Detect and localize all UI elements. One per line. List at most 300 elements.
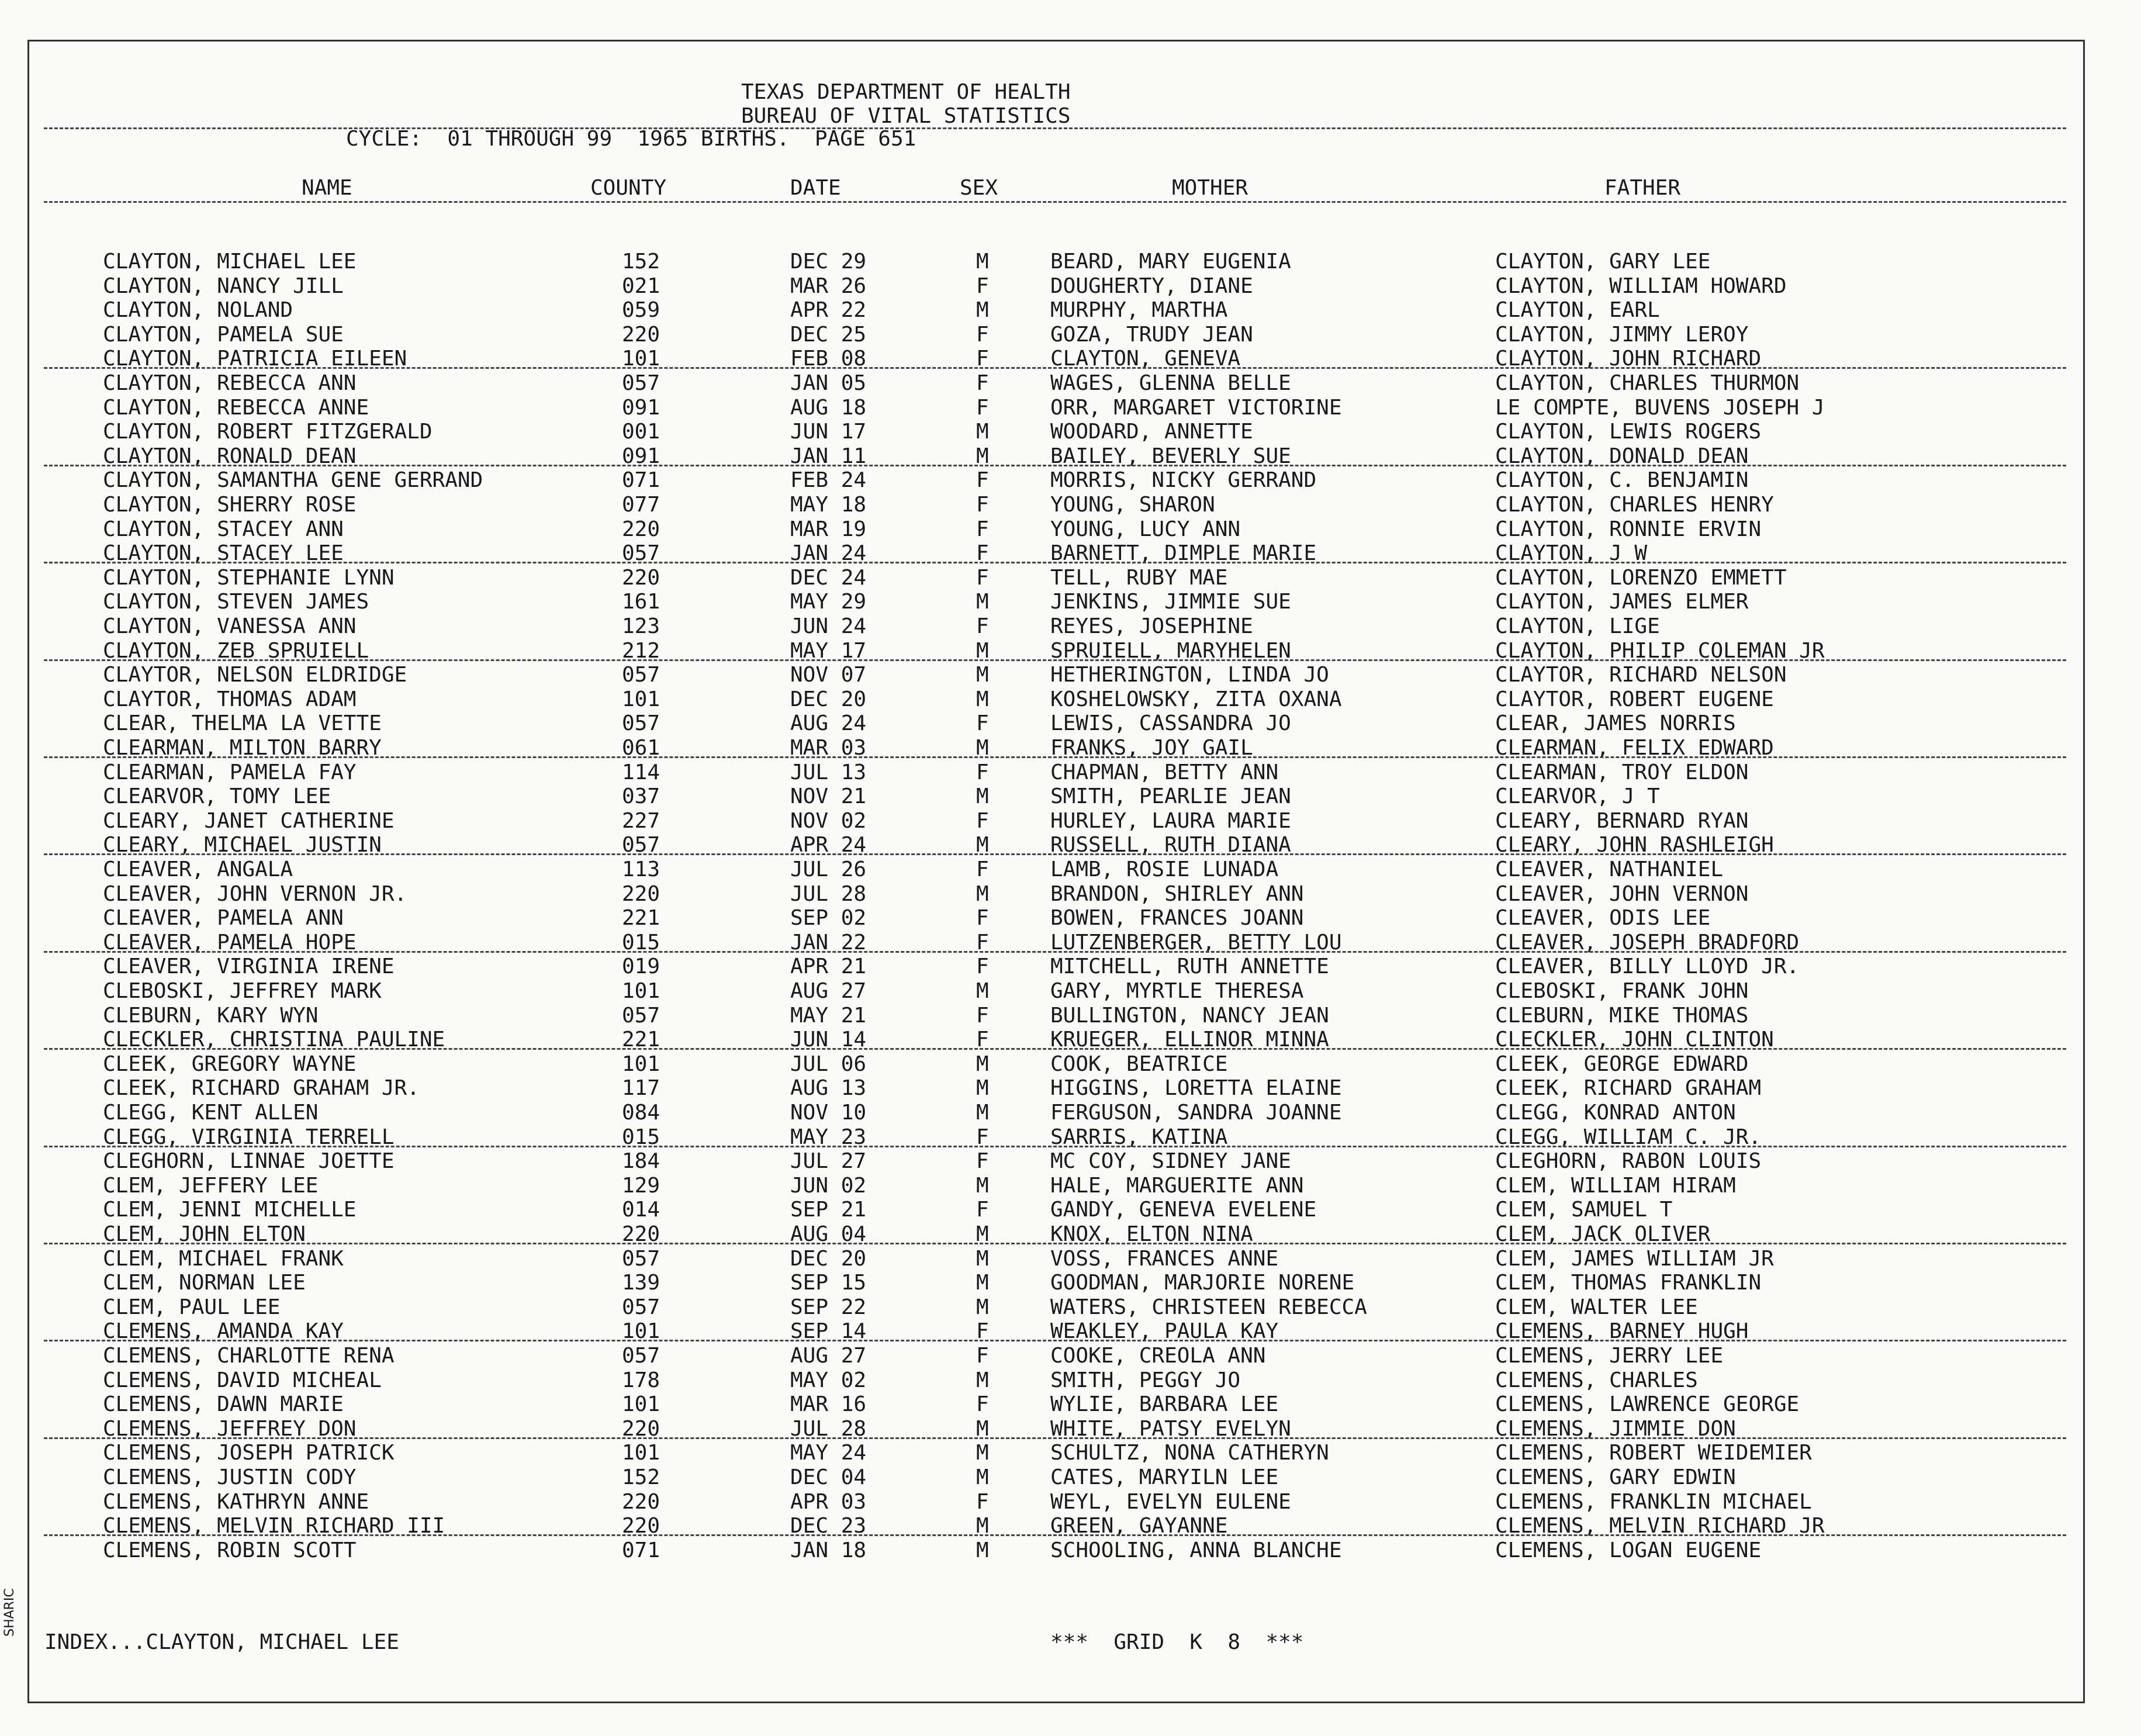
record-name: CLEMENS, JOSEPH PATRICK	[103, 1441, 395, 1465]
record-father: CLEEK, GEORGE EDWARD	[1495, 1052, 1749, 1076]
record-date: SEP 21	[790, 1198, 867, 1222]
record-date: DEC 20	[790, 687, 867, 711]
record-name: CLEAVER, PAMELA HOPE	[103, 930, 357, 955]
table-row	[0, 761, 2104, 784]
record-name: CLEARY, JANET CATHERINE	[103, 808, 395, 833]
record-name: CLAYTON, STACEY ANN	[103, 517, 344, 541]
record-date: JUL 28	[790, 881, 867, 906]
record-mother: WAGES, GLENNA BELLE	[1050, 371, 1291, 395]
record-date: JUL 26	[790, 857, 867, 881]
record-father: CLEAVER, JOHN VERNON	[1495, 881, 1749, 906]
record-sex: F	[976, 930, 989, 955]
record-mother: SARRIS, KATINA	[1050, 1125, 1228, 1149]
record-father: CLEMENS, MELVIN RICHARD JR	[1495, 1514, 1825, 1538]
record-sex: F	[976, 857, 989, 881]
record-sex: M	[976, 1101, 989, 1125]
table-row	[0, 1344, 2104, 1368]
record-sex: F	[976, 808, 989, 833]
record-mother: CHAPMAN, BETTY ANN	[1050, 760, 1279, 784]
record-date: JUN 14	[790, 1028, 867, 1052]
record-father: CLEBOSKI, FRANK JOHN	[1495, 979, 1749, 1003]
record-county: 071	[622, 1538, 660, 1562]
record-county: 220	[622, 565, 660, 590]
record-name: CLAYTOR, NELSON ELDRIDGE	[103, 663, 407, 687]
table-row	[0, 615, 2104, 638]
row-divider	[44, 659, 2066, 661]
table-row	[0, 858, 2104, 881]
table-row	[0, 1393, 2104, 1416]
record-father: CLEAVER, JOSEPH BRADFORD	[1495, 930, 1800, 955]
record-name: CLAYTON, SHERRY ROSE	[103, 493, 357, 517]
record-name: CLAYTON, RONALD DEAN	[103, 444, 357, 468]
record-name: CLEM, JENNI MICHELLE	[103, 1198, 357, 1222]
record-father: CLAYTON, JOHN RICHARD	[1495, 347, 1762, 371]
record-date: SEP 14	[790, 1319, 867, 1344]
table-row	[0, 712, 2104, 735]
record-county: 220	[622, 517, 660, 541]
table-row	[0, 883, 2104, 906]
record-mother: LAMB, ROSIE LUNADA	[1050, 857, 1279, 881]
row-divider	[44, 1146, 2066, 1147]
record-county: 161	[622, 590, 660, 614]
record-date: JUL 28	[790, 1416, 867, 1441]
record-name: CLEMENS, MELVIN RICHARD III	[103, 1514, 445, 1538]
record-mother: CATES, MARYILN LEE	[1050, 1465, 1279, 1489]
record-name: CLEGG, VIRGINIA TERRELL	[103, 1125, 395, 1149]
record-father: CLEMENS, JERRY LEE	[1495, 1344, 1724, 1368]
record-date: DEC 24	[790, 565, 867, 590]
record-father: CLAYTON, JAMES ELMER	[1495, 590, 1749, 614]
record-sex: M	[976, 1514, 989, 1538]
record-name: CLEEK, RICHARD GRAHAM JR.	[103, 1076, 420, 1101]
record-name: CLAYTON, NANCY JILL	[103, 274, 344, 298]
record-sex: F	[976, 1489, 989, 1514]
record-mother: KOSHELOWSKY, ZITA OXANA	[1050, 687, 1342, 711]
table-row	[0, 1150, 2104, 1173]
row-divider	[44, 1048, 2066, 1050]
record-date: MAR 26	[790, 274, 867, 298]
table-row	[0, 688, 2104, 711]
record-father: CLEMENS, JIMMIE DON	[1495, 1416, 1736, 1441]
record-county: 221	[622, 906, 660, 931]
record-sex: M	[976, 881, 989, 906]
record-county: 178	[622, 1368, 660, 1392]
record-sex: F	[976, 760, 989, 784]
record-sex: F	[976, 1198, 989, 1222]
record-county: 057	[622, 833, 660, 857]
table-row	[0, 1053, 2104, 1076]
record-father: CLECKLER, JOHN CLINTON	[1495, 1028, 1774, 1052]
record-sex: M	[976, 1052, 989, 1076]
record-father: CLEM, SAMUEL T	[1495, 1198, 1673, 1222]
header-divider	[44, 201, 2066, 203]
table-row	[0, 1198, 2104, 1222]
record-father: CLAYTON, LEWIS ROGERS	[1495, 420, 1762, 444]
record-father: CLEM, WALTER LEE	[1495, 1295, 1698, 1319]
record-sex: F	[976, 517, 989, 541]
footer-index: INDEX...CLAYTON, MICHAEL LEE	[44, 1630, 399, 1654]
record-name: CLAYTON, SAMANTHA GENE GERRAND	[103, 468, 483, 493]
record-county: 152	[622, 250, 660, 274]
record-father: CLAYTON, LORENZO EMMETT	[1495, 565, 1787, 590]
record-sex: F	[976, 395, 989, 420]
footer-grid: *** GRID K 8 ***	[1050, 1630, 1304, 1654]
record-date: JAN 05	[790, 371, 867, 395]
column-header-father: FATHER	[1604, 176, 1681, 200]
record-sex: F	[976, 614, 989, 638]
record-county: 220	[622, 1222, 660, 1246]
record-father: CLEM, JACK OLIVER	[1495, 1222, 1711, 1246]
record-name: CLEM, JEFFERY LEE	[103, 1173, 319, 1198]
record-mother: YOUNG, SHARON	[1050, 493, 1215, 517]
record-county: 077	[622, 493, 660, 517]
record-county: 019	[622, 955, 660, 979]
record-county: 037	[622, 784, 660, 809]
record-name: CLEARMAN, MILTON BARRY	[103, 736, 382, 760]
record-mother: BULLINGTON, NANCY JEAN	[1050, 1003, 1329, 1028]
record-county: 001	[622, 420, 660, 444]
table-row	[0, 1539, 2104, 1562]
record-county: 123	[622, 614, 660, 638]
record-county: 015	[622, 930, 660, 955]
title-line-1: TEXAS DEPARTMENT OF HEALTH	[741, 80, 1071, 104]
record-mother: MORRIS, NICKY GERRAND	[1050, 468, 1317, 493]
record-father: CLEM, THOMAS FRANKLIN	[1495, 1271, 1762, 1295]
record-sex: F	[976, 347, 989, 371]
record-father: CLAYTON, J W	[1495, 541, 1648, 566]
record-name: CLEBOSKI, JEFFREY MARK	[103, 979, 382, 1003]
record-sex: M	[976, 833, 989, 857]
record-father: CLEEK, RICHARD GRAHAM	[1495, 1076, 1762, 1101]
record-county: 101	[622, 1319, 660, 1344]
record-mother: JENKINS, JIMMIE SUE	[1050, 590, 1291, 614]
table-row	[0, 275, 2104, 298]
record-date: JUN 02	[790, 1173, 867, 1198]
table-row	[0, 1491, 2104, 1514]
row-divider	[44, 1437, 2066, 1439]
table-row	[0, 980, 2104, 1003]
column-header-date: DATE	[790, 176, 841, 200]
record-mother: HETHERINGTON, LINDA JO	[1050, 663, 1329, 687]
record-date: MAY 02	[790, 1368, 867, 1392]
record-mother: GARY, MYRTLE THERESA	[1050, 979, 1304, 1003]
record-sex: F	[976, 322, 989, 347]
record-sex: M	[976, 1173, 989, 1198]
record-county: 057	[622, 371, 660, 395]
table-row	[0, 518, 2104, 541]
record-date: SEP 22	[790, 1295, 867, 1319]
record-father: CLAYTON, LIGE	[1495, 614, 1660, 638]
record-name: CLAYTON, STACEY LEE	[103, 541, 344, 566]
record-mother: HURLEY, LAURA MARIE	[1050, 808, 1291, 833]
record-county: 057	[622, 1295, 660, 1319]
record-date: SEP 15	[790, 1271, 867, 1295]
record-date: JUL 06	[790, 1052, 867, 1076]
record-mother: SMITH, PEGGY JO	[1050, 1368, 1241, 1392]
table-row	[0, 1077, 2104, 1100]
record-name: CLEARY, MICHAEL JUSTIN	[103, 833, 382, 857]
record-name: CLEGHORN, LINNAE JOETTE	[103, 1149, 395, 1174]
record-mother: FERGUSON, SANDRA JOANNE	[1050, 1101, 1342, 1125]
record-father: CLAYTON, PHILIP COLEMAN JR	[1495, 638, 1825, 663]
record-father: CLEGG, KONRAD ANTON	[1495, 1101, 1736, 1125]
table-row	[0, 590, 2104, 614]
record-sex: M	[976, 1416, 989, 1441]
record-county: 129	[622, 1173, 660, 1198]
record-mother: HIGGINS, LORETTA ELAINE	[1050, 1076, 1342, 1101]
record-date: MAR 03	[790, 736, 867, 760]
record-sex: F	[976, 493, 989, 517]
record-mother: SPRUIELL, MARYHELEN	[1050, 638, 1291, 663]
table-row	[0, 1174, 2104, 1198]
table-row	[0, 907, 2104, 930]
record-father: CLEARY, BERNARD RYAN	[1495, 808, 1749, 833]
record-sex: M	[976, 444, 989, 468]
record-father: CLEMENS, BARNEY HUGH	[1495, 1319, 1749, 1344]
record-sex: F	[976, 906, 989, 931]
table-row	[0, 396, 2104, 420]
record-date: JUL 13	[790, 760, 867, 784]
row-divider	[44, 1534, 2066, 1536]
record-name: CLEARMAN, PAMELA FAY	[103, 760, 357, 784]
record-name: CLEEK, GREGORY WAYNE	[103, 1052, 357, 1076]
table-row	[0, 1441, 2104, 1465]
record-father: CLEMENS, GARY EDWIN	[1495, 1465, 1736, 1489]
record-sex: M	[976, 687, 989, 711]
record-father: CLEMENS, ROBERT WEIDEMIER	[1495, 1441, 1812, 1465]
record-mother: YOUNG, LUCY ANN	[1050, 517, 1241, 541]
record-county: 113	[622, 857, 660, 881]
record-mother: CLAYTON, GENEVA	[1050, 347, 1241, 371]
record-mother: BAILEY, BEVERLY SUE	[1050, 444, 1291, 468]
row-divider	[44, 562, 2066, 563]
record-name: CLEMENS, DAWN MARIE	[103, 1392, 344, 1417]
record-father: CLAYTON, C. BENJAMIN	[1495, 468, 1749, 493]
record-name: CLEMENS, KATHRYN ANNE	[103, 1489, 369, 1514]
record-date: DEC 25	[790, 322, 867, 347]
record-mother: SCHULTZ, NONA CATHERYN	[1050, 1441, 1329, 1465]
record-date: JAN 11	[790, 444, 867, 468]
record-sex: F	[976, 541, 989, 566]
record-father: CLEMENS, FRANKLIN MICHAEL	[1495, 1489, 1812, 1514]
record-date: NOV 21	[790, 784, 867, 809]
record-name: CLAYTON, STEPHANIE LYNN	[103, 565, 395, 590]
record-mother: WHITE, PATSY EVELYN	[1050, 1416, 1291, 1441]
record-name: CLEM, PAUL LEE	[103, 1295, 281, 1319]
cycle-line: CYCLE: 01 THROUGH 99 1965 BIRTHS. PAGE 651	[346, 127, 916, 151]
record-name: CLAYTON, ROBERT FITZGERALD	[103, 420, 433, 444]
record-county: 184	[622, 1149, 660, 1174]
record-name: CLEARVOR, TOMY LEE	[103, 784, 331, 809]
row-divider	[44, 951, 2066, 953]
record-mother: MURPHY, MARTHA	[1050, 298, 1228, 323]
record-mother: BOWEN, FRANCES JOANN	[1050, 906, 1304, 931]
record-name: CLAYTON, PAMELA SUE	[103, 322, 344, 347]
record-county: 117	[622, 1076, 660, 1101]
record-mother: BRANDON, SHIRLEY ANN	[1050, 881, 1304, 906]
record-date: NOV 07	[790, 663, 867, 687]
table-row	[0, 1247, 2104, 1271]
record-county: 220	[622, 322, 660, 347]
record-father: CLAYTOR, RICHARD NELSON	[1495, 663, 1787, 687]
record-mother: VOSS, FRANCES ANNE	[1050, 1246, 1279, 1271]
record-mother: GANDY, GENEVA EVELENE	[1050, 1198, 1317, 1222]
record-sex: M	[976, 1441, 989, 1465]
table-row	[0, 1101, 2104, 1125]
record-mother: HALE, MARGUERITE ANN	[1050, 1173, 1304, 1198]
record-mother: WYLIE, BARBARA LEE	[1050, 1392, 1279, 1417]
record-date: MAY 29	[790, 590, 867, 614]
record-father: CLAYTON, CHARLES THURMON	[1495, 371, 1800, 395]
record-mother: WATERS, CHRISTEEN REBECCA	[1050, 1295, 1367, 1319]
record-county: 061	[622, 736, 660, 760]
record-county: 014	[622, 1198, 660, 1222]
record-county: 057	[622, 1003, 660, 1028]
record-date: FEB 24	[790, 468, 867, 493]
record-county: 101	[622, 1392, 660, 1417]
record-mother: MITCHELL, RUTH ANNETTE	[1050, 955, 1329, 979]
record-name: CLEGG, KENT ALLEN	[103, 1101, 319, 1125]
record-sex: M	[976, 979, 989, 1003]
table-row	[0, 1296, 2104, 1319]
table-row	[0, 493, 2104, 517]
record-date: MAY 17	[790, 638, 867, 663]
record-date: MAY 23	[790, 1125, 867, 1149]
record-county: 015	[622, 1125, 660, 1149]
record-mother: GREEN, GAYANNE	[1050, 1514, 1228, 1538]
record-sex: F	[976, 468, 989, 493]
record-mother: WEAKLEY, PAULA KAY	[1050, 1319, 1279, 1344]
record-date: JAN 18	[790, 1538, 867, 1562]
record-name: CLEAVER, JOHN VERNON JR.	[103, 881, 407, 906]
record-date: AUG 13	[790, 1076, 867, 1101]
record-name: CLEMENS, JEFFREY DON	[103, 1416, 357, 1441]
table-row	[0, 420, 2104, 444]
record-date: MAR 19	[790, 517, 867, 541]
record-mother: SMITH, PEARLIE JEAN	[1050, 784, 1291, 809]
record-sex: M	[976, 250, 989, 274]
record-sex: M	[976, 1246, 989, 1271]
record-father: CLAYTON, CHARLES HENRY	[1495, 493, 1774, 517]
table-row	[0, 955, 2104, 978]
record-county: 101	[622, 1052, 660, 1076]
record-sex: M	[976, 1222, 989, 1246]
record-county: 057	[622, 711, 660, 736]
record-date: FEB 08	[790, 347, 867, 371]
record-name: CLEAVER, VIRGINIA IRENE	[103, 955, 395, 979]
record-father: CLEMENS, CHARLES	[1495, 1368, 1698, 1392]
record-date: JUN 24	[790, 614, 867, 638]
record-date: APR 24	[790, 833, 867, 857]
table-row	[0, 1004, 2104, 1028]
table-row	[0, 785, 2104, 808]
record-name: CLAYTOR, THOMAS ADAM	[103, 687, 357, 711]
record-county: 059	[622, 298, 660, 323]
record-father: CLAYTON, WILLIAM HOWARD	[1495, 274, 1787, 298]
table-row	[0, 1271, 2104, 1295]
record-date: DEC 29	[790, 250, 867, 274]
record-name: CLAYTON, MICHAEL LEE	[103, 250, 357, 274]
record-date: NOV 10	[790, 1101, 867, 1125]
record-mother: RUSSELL, RUTH DIANA	[1050, 833, 1291, 857]
record-name: CLAYTON, REBECCA ANNE	[103, 395, 369, 420]
record-date: APR 03	[790, 1489, 867, 1514]
record-date: AUG 04	[790, 1222, 867, 1246]
record-father: CLEAVER, BILLY LLOYD JR.	[1495, 955, 1800, 979]
record-date: MAR 16	[790, 1392, 867, 1417]
table-row	[0, 372, 2104, 395]
record-mother: GOZA, TRUDY JEAN	[1050, 322, 1253, 347]
record-county: 057	[622, 1344, 660, 1368]
record-name: CLEMENS, CHARLOTTE RENA	[103, 1344, 395, 1368]
record-mother: MC COY, SIDNEY JANE	[1050, 1149, 1291, 1174]
record-date: DEC 04	[790, 1465, 867, 1489]
record-sex: M	[976, 638, 989, 663]
record-date: DEC 20	[790, 1246, 867, 1271]
table-row	[0, 299, 2104, 322]
record-county: 091	[622, 444, 660, 468]
record-name: CLECKLER, CHRISTINA PAULINE	[103, 1028, 445, 1052]
record-date: APR 21	[790, 955, 867, 979]
record-county: 220	[622, 1416, 660, 1441]
row-divider	[44, 756, 2066, 758]
record-county: 212	[622, 638, 660, 663]
record-sex: F	[976, 565, 989, 590]
record-father: CLEMENS, LAWRENCE GEORGE	[1495, 1392, 1800, 1417]
side-label: SHARIC	[2, 1588, 17, 1637]
record-county: 227	[622, 808, 660, 833]
record-sex: F	[976, 1344, 989, 1368]
record-date: MAY 21	[790, 1003, 867, 1028]
record-date: JUN 17	[790, 420, 867, 444]
column-header-county: COUNTY	[590, 176, 667, 200]
record-mother: WEYL, EVELYN EULENE	[1050, 1489, 1291, 1514]
record-name: CLEMENS, DAVID MICHEAL	[103, 1368, 382, 1392]
record-sex: F	[976, 371, 989, 395]
record-father: CLEAVER, NATHANIEL	[1495, 857, 1724, 881]
record-county: 091	[622, 395, 660, 420]
record-sex: M	[976, 590, 989, 614]
record-father: CLEGHORN, RABON LOUIS	[1495, 1149, 1762, 1174]
record-date: AUG 27	[790, 1344, 867, 1368]
record-sex: F	[976, 1392, 989, 1417]
record-father: CLEAR, JAMES NORRIS	[1495, 711, 1736, 736]
record-date: MAY 18	[790, 493, 867, 517]
record-father: CLAYTON, JIMMY LEROY	[1495, 322, 1749, 347]
table-row	[0, 566, 2104, 590]
record-father: CLAYTON, EARL	[1495, 298, 1660, 323]
record-name: CLEM, NORMAN LEE	[103, 1271, 306, 1295]
record-sex: M	[976, 1465, 989, 1489]
record-sex: M	[976, 298, 989, 323]
record-county: 139	[622, 1271, 660, 1295]
record-mother: SCHOOLING, ANNA BLANCHE	[1050, 1538, 1342, 1562]
record-name: CLEAVER, ANGALA	[103, 857, 293, 881]
record-county: 114	[622, 760, 660, 784]
record-mother: COOKE, CREOLA ANN	[1050, 1344, 1266, 1368]
record-sex: F	[976, 274, 989, 298]
record-father: CLEM, WILLIAM HIRAM	[1495, 1173, 1736, 1198]
record-name: CLEBURN, KARY WYN	[103, 1003, 319, 1028]
record-mother: LEWIS, CASSANDRA JO	[1050, 711, 1291, 736]
column-header-mother: MOTHER	[1172, 176, 1248, 200]
record-mother: ORR, MARGARET VICTORINE	[1050, 395, 1342, 420]
record-county: 057	[622, 663, 660, 687]
record-father: CLEMENS, LOGAN EUGENE	[1495, 1538, 1762, 1562]
record-sex: F	[976, 1003, 989, 1028]
table-row	[0, 810, 2104, 833]
record-name: CLEMENS, ROBIN SCOTT	[103, 1538, 357, 1562]
